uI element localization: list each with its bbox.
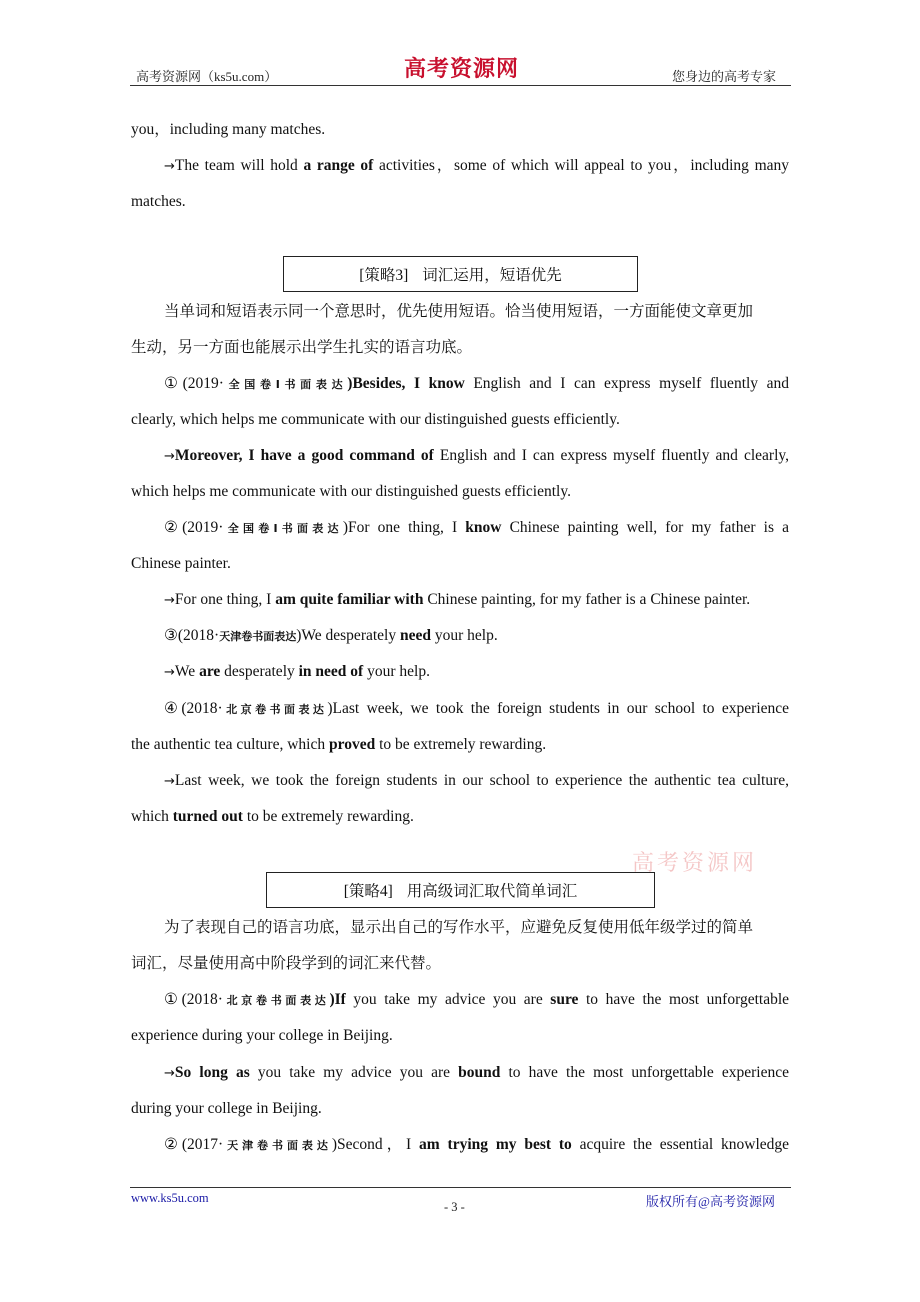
footer-copyright: 版权所有@高考资源网 [646,1194,775,1209]
header-rule [130,85,791,86]
strategy-title: 词汇运用，短语优先 [422,267,562,284]
source-label: 北京卷书面表达 [222,703,328,716]
arrow-icon: → [164,665,175,680]
arrow-icon: → [164,593,175,608]
arrow-icon: → [164,159,175,174]
source-label: 天津卷书面表达 [223,1139,332,1152]
rewrite-line: →So long as you take my advice you are bound to have the most unforgettable experience [164,1064,789,1081]
example-line: ②(2017·天津卷书面表达)Second，I am trying my best to acquire the essential knowledge [164,1136,790,1153]
text-line: you，including many matches. [131,121,326,138]
arrow-icon: → [164,774,175,789]
strategy-4-box [266,872,655,908]
header-slogan: 您身边的高考专家 [672,69,777,84]
footer-website-link[interactable]: www.ks5u.com [131,1191,209,1205]
rewrite-line: which helps me communicate with our distinguished guests efficiently. [131,483,571,500]
watermark: 高考资源网 [632,851,758,876]
rewrite-line: →Last week, we took the foreign students in our school to experience the authentic tea culture, [164,772,789,789]
rewrite-line: →Moreover, I have a good command of English and I can express myself fluently and clearly, [164,447,789,464]
example-line: the authentic tea culture, which proved to be extremely rewarding. [131,736,547,753]
paragraph-line: 为了表现自己的语言功底，显示出自己的写作水平，应避免反复使用低年级学过的简单 [164,919,754,936]
rewrite-line: →We are desperately in need of your help. [164,663,430,680]
paragraph-line: 当单词和短语表示同一个意思时，优先使用短语。恰当使用短语，一方面能使文章更加 [164,303,754,320]
source-label: 全国卷Ⅰ书面表达 [223,522,343,535]
source-label: 北京卷书面表达 [222,994,330,1007]
rewrite-line: →The team will hold a range of activities，some of which will appeal to you，including many [164,157,790,174]
header-logo: 高考资源网 [404,56,520,82]
text-line: matches. [131,193,186,210]
example-line: ②(2019·全国卷Ⅰ书面表达)For one thing, I know Chinese painting well, for my father is a [164,519,789,536]
source-label: 天津卷书面表达 [219,630,297,643]
paragraph-line: 词汇，尽量使用高中阶段学到的词汇来代替。 [131,955,442,972]
rewrite-line: which turned out to be extremely rewarding. [131,808,414,825]
example-line: ①(2019·全国卷Ⅰ书面表达)Besides, I know English and I can express myself fluently and [164,375,790,392]
strategy-tag: [策略4] [343,883,393,900]
arrow-icon: → [164,449,175,464]
example-line: clearly, which helps me communicate with our distinguished guests efficiently. [131,411,620,428]
header-site-name: 高考资源网（ks5u.com） [136,69,278,84]
example-line: ①(2018·北京卷书面表达)If you take my advice you are sure to have the most unforgettable [164,991,790,1008]
example-line: experience during your college in Beijing. [131,1027,393,1044]
example-line: ④(2018·北京卷书面表达)Last week, we took the foreign students in our school to experience [164,700,790,717]
strategy-tag: [策略3] [359,267,409,284]
paragraph-line: 生动，另一方面也能展示出学生扎实的语言功底。 [131,339,473,356]
rewrite-line: during your college in Beijing. [131,1100,322,1117]
page-number: - 3 - [444,1200,465,1214]
strategy-3-box [283,256,638,292]
source-label: 全国卷Ⅰ书面表达 [223,378,348,391]
example-line: Chinese painter. [131,555,231,572]
footer-rule [130,1187,791,1188]
arrow-icon: → [164,1066,175,1081]
example-line: ③(2018·天津卷书面表达)We desperately need your help. [164,627,498,644]
strategy-title: 用高级词汇取代简单词汇 [406,883,578,900]
rewrite-line: →For one thing, I am quite familiar with Chinese painting, for my father is a Chinese painter. [164,591,751,608]
